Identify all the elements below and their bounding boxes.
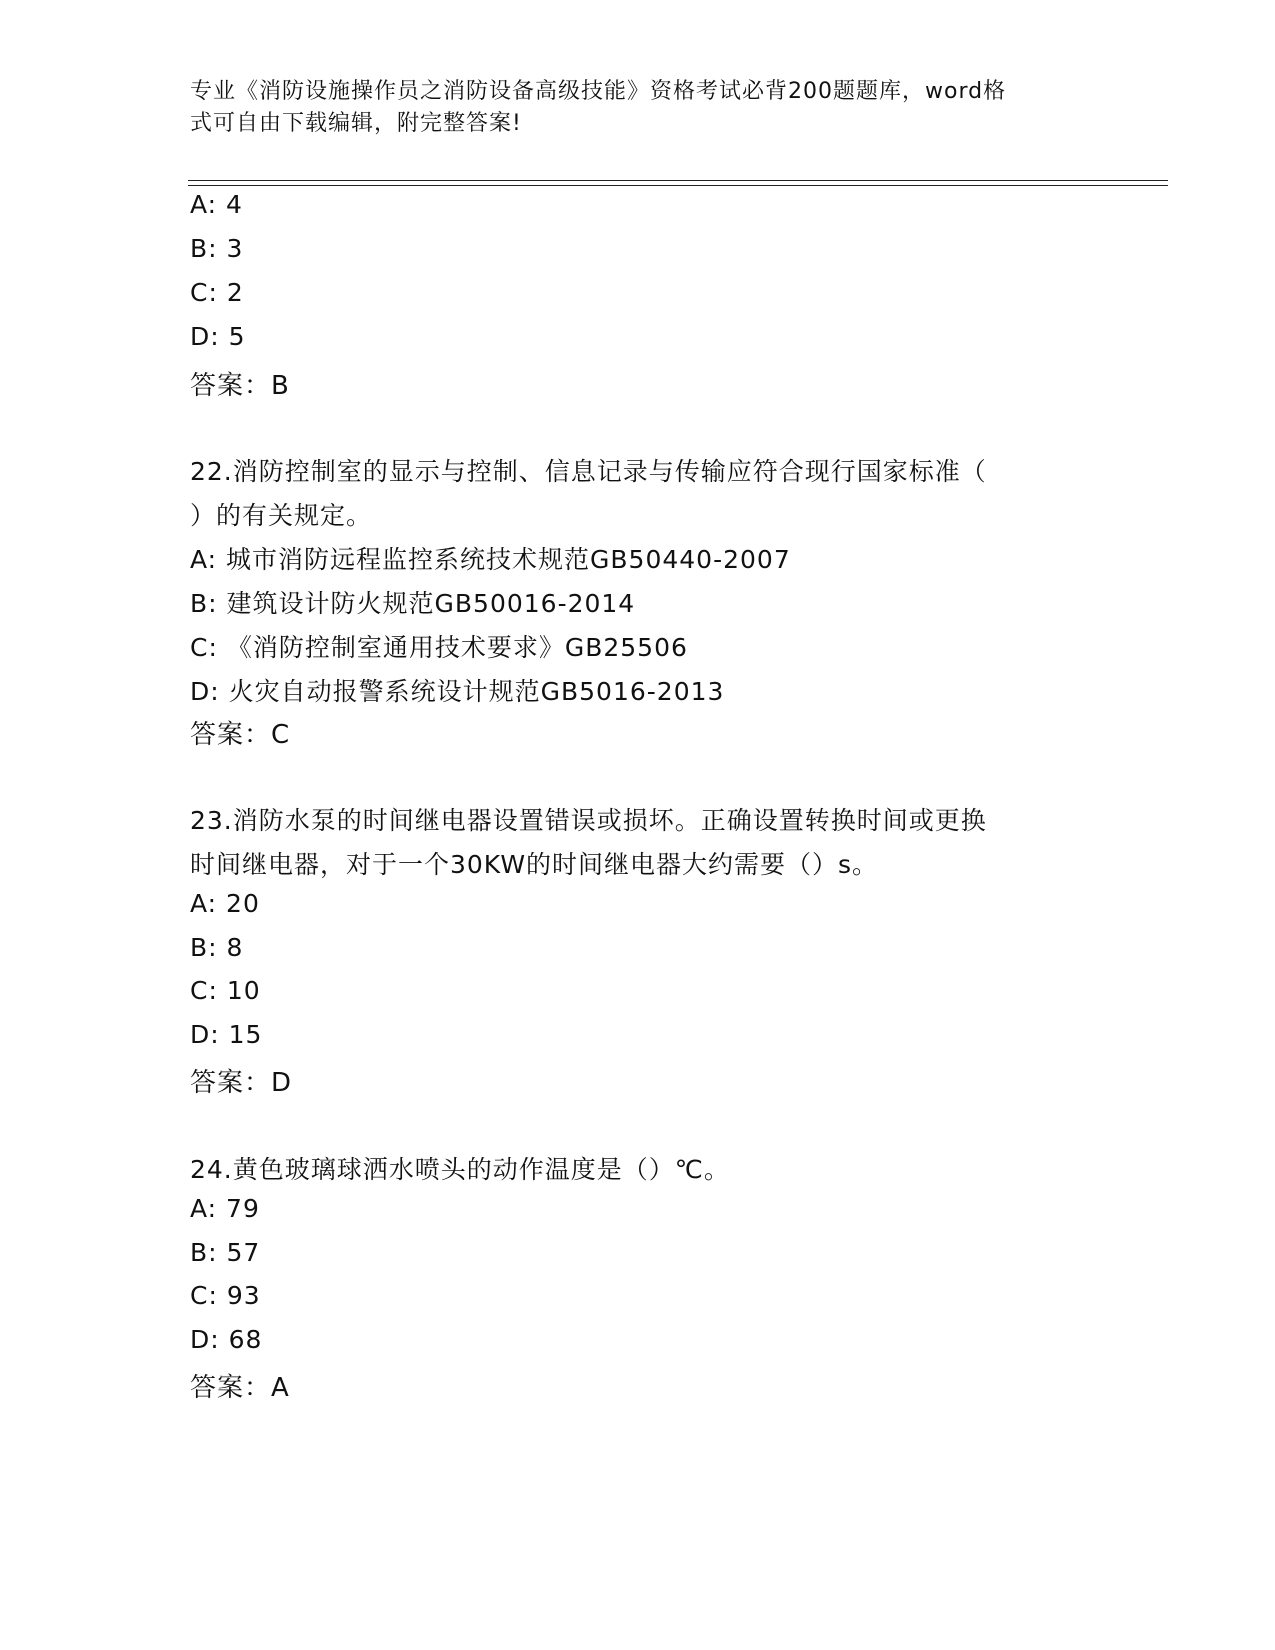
q21-option-c: C: 2 bbox=[190, 278, 244, 307]
q24-answer: 答案：A bbox=[190, 1373, 290, 1403]
q24-option-b: B: 57 bbox=[190, 1238, 261, 1267]
q23-option-d: D: 15 bbox=[190, 1020, 263, 1049]
header-rule-bottom bbox=[188, 185, 1168, 186]
q21-option-a: A: 4 bbox=[190, 190, 243, 219]
q22-answer: 答案：C bbox=[190, 720, 291, 750]
q21-option-d: D: 5 bbox=[190, 322, 246, 351]
q22-option-b: B: 建筑设计防火规范GB50016-2014 bbox=[190, 589, 636, 618]
q24-option-d: D: 68 bbox=[190, 1325, 263, 1354]
q22-stem-line-2: ）的有关规定。 bbox=[190, 501, 373, 530]
q24-stem-line-1: 24.黄色玻璃球洒水喷头的动作温度是（）℃。 bbox=[190, 1155, 730, 1184]
q24-option-a: A: 79 bbox=[190, 1194, 260, 1223]
q23-answer: 答案：D bbox=[190, 1068, 293, 1098]
q22-option-a: A: 城市消防远程监控系统技术规范GB50440-2007 bbox=[190, 545, 791, 574]
document-header bbox=[190, 76, 1070, 140]
q22-option-c: C: 《消防控制室通用技术要求》GB25506 bbox=[190, 633, 688, 662]
header-line-1: 专业《消防设施操作员之消防设备高级技能》资格考试必背200题题库，word格 bbox=[190, 79, 1007, 104]
q24-option-c: C: 93 bbox=[190, 1281, 261, 1310]
q21-answer: 答案：B bbox=[190, 371, 290, 401]
q23-option-b: B: 8 bbox=[190, 933, 244, 962]
q22-option-d: D: 火灾自动报警系统设计规范GB5016-2013 bbox=[190, 677, 725, 706]
q23-stem-line-1: 23.消防水泵的时间继电器设置错误或损坏。正确设置转换时间或更换 bbox=[190, 806, 987, 835]
q22-stem-line-1: 22.消防控制室的显示与控制、信息记录与传输应符合现行国家标准（ bbox=[190, 457, 987, 486]
header-line-2: 式可自由下载编辑，附完整答案! bbox=[190, 111, 522, 136]
q23-option-c: C: 10 bbox=[190, 976, 261, 1005]
q21-option-b: B: 3 bbox=[190, 234, 244, 263]
q23-stem-line-2: 时间继电器，对于一个30KW的时间继电器大约需要（）s。 bbox=[190, 850, 879, 879]
header-rule-top bbox=[188, 180, 1168, 181]
q23-option-a: A: 20 bbox=[190, 889, 260, 918]
